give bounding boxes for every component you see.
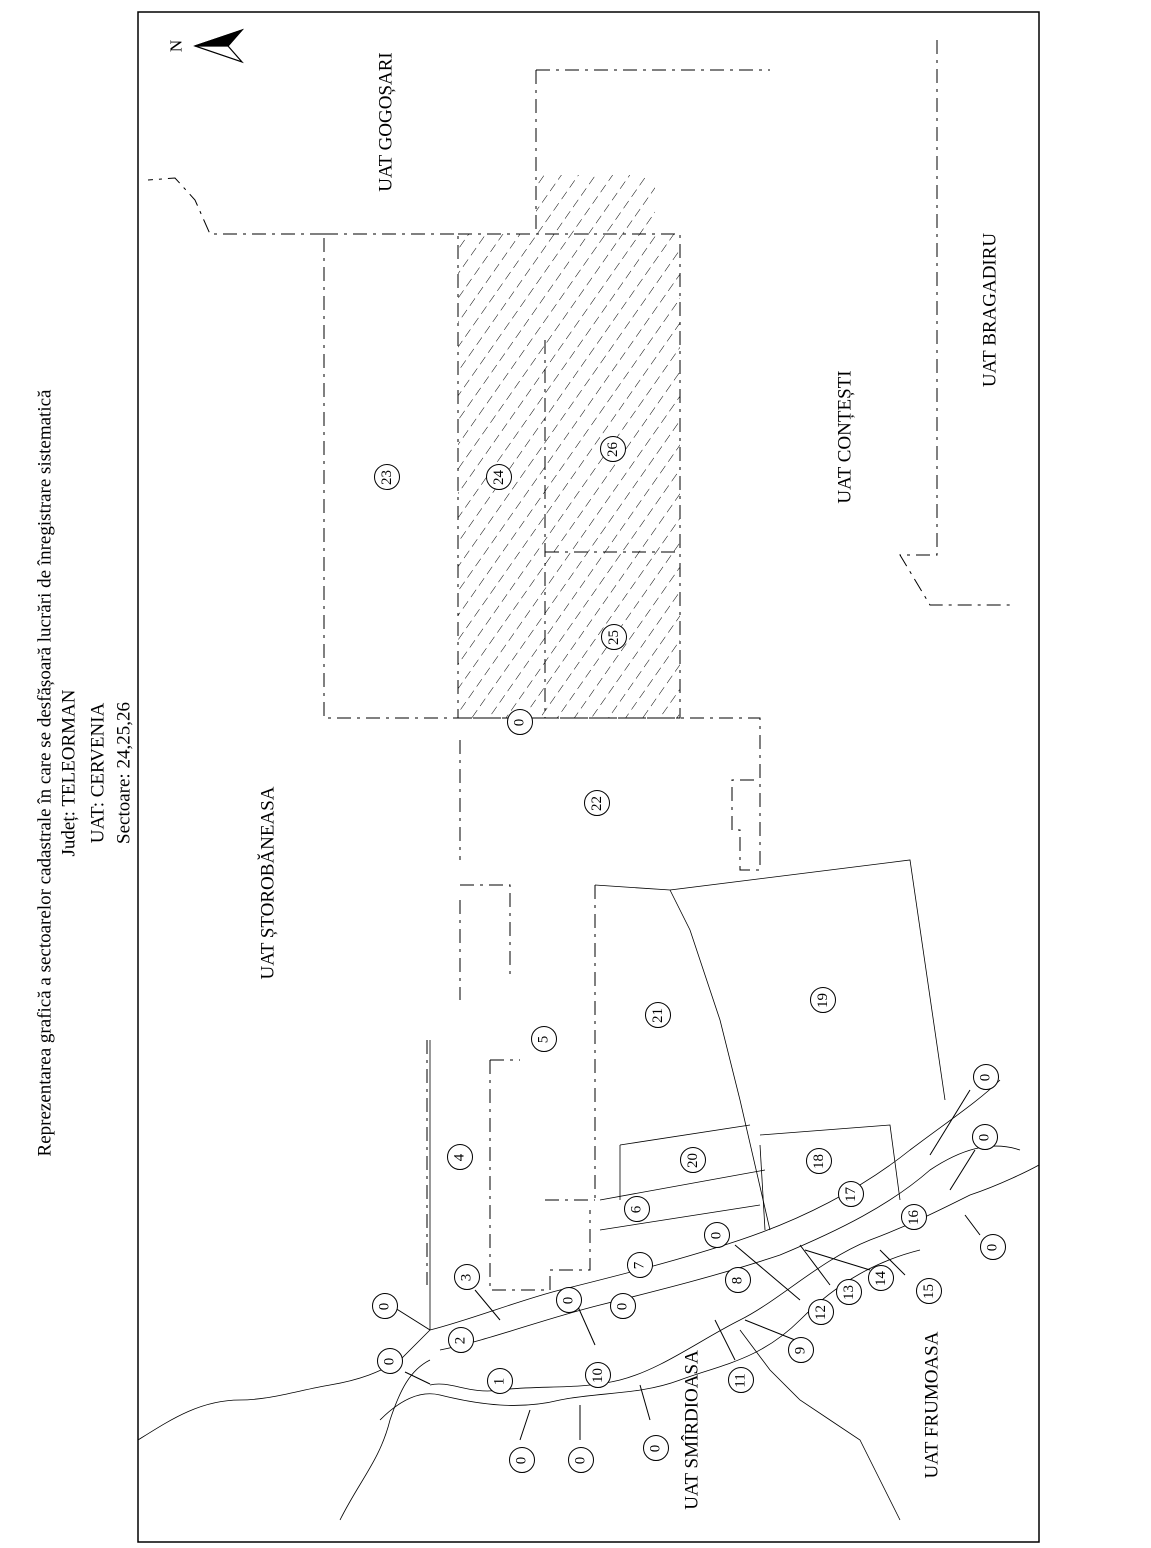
sector-badge: 0 xyxy=(643,1435,669,1461)
map-title: Reprezentarea grafică a sectoarelor cadastrale în care se desfășoară lucrări de înregistrare sistematică xyxy=(34,389,56,1157)
sector-badge: 5 xyxy=(531,1026,557,1052)
sector-badge: 1 xyxy=(487,1368,513,1394)
sector-badge: 0 xyxy=(980,1234,1006,1260)
uat-label-bragadiru: UAT BRAGADIRU xyxy=(979,232,1001,388)
sector-badge: 11 xyxy=(728,1367,754,1393)
sector-badge: 26 xyxy=(600,436,626,462)
sector-badge: 0 xyxy=(973,1064,999,1090)
sectors-label: Sectoare: 24,25,26 xyxy=(113,702,135,844)
sector-badge: 0 xyxy=(372,1293,398,1319)
sector-badge: 16 xyxy=(901,1204,927,1230)
sector-badge: 0 xyxy=(972,1124,998,1150)
sector-badge: 2 xyxy=(448,1327,474,1353)
sector-badge: 0 xyxy=(704,1222,730,1248)
sector-badge: 8 xyxy=(725,1267,751,1293)
sector-badge: 9 xyxy=(788,1337,814,1363)
north-arrow-icon xyxy=(195,30,242,62)
sector-badge: 25 xyxy=(601,624,627,650)
sector-badge: 18 xyxy=(806,1148,832,1174)
sector-badge: 0 xyxy=(509,1447,535,1473)
sector-badge: 22 xyxy=(584,790,610,816)
sector-badge: 6 xyxy=(624,1196,650,1222)
uat-label-frumoasa: UAT FRUMOASA xyxy=(921,1331,943,1479)
sector-badge: 13 xyxy=(836,1279,862,1305)
uat-label: UAT: CERVENIA xyxy=(87,702,109,844)
uat-label-contesti: UAT CONȚEȘTI xyxy=(834,370,856,504)
sector-badge: 19 xyxy=(810,987,836,1013)
county-label: Județ: TELEORMAN xyxy=(58,689,80,857)
sector-badge: 0 xyxy=(377,1348,403,1374)
sector-badge: 0 xyxy=(556,1287,582,1313)
sector-badge: 24 xyxy=(486,464,512,490)
uat-label-gogosari: UAT GOGOȘARI xyxy=(375,52,397,192)
sector-badge: 4 xyxy=(447,1144,473,1170)
sector-badge: 23 xyxy=(374,464,400,490)
sector-badge: 15 xyxy=(916,1278,942,1304)
sector-badge: 0 xyxy=(507,709,533,735)
sector-badge: 0 xyxy=(610,1293,636,1319)
sector-badge: 21 xyxy=(645,1002,671,1028)
north-label: N xyxy=(166,39,186,53)
sector-badge: 3 xyxy=(454,1264,480,1290)
sector-badge: 10 xyxy=(585,1362,611,1388)
uat-label-smirdioasa: UAT SMÎRDIOASA xyxy=(681,1350,703,1510)
uat-label-storobaneasa: UAT ȘTOROBĂNEASA xyxy=(257,786,279,980)
sector-badge: 17 xyxy=(838,1181,864,1207)
highlighted-area-upper xyxy=(536,175,655,234)
sector-badge: 12 xyxy=(808,1299,834,1325)
sector-badge: 7 xyxy=(627,1252,653,1278)
sector-badge: 20 xyxy=(680,1147,706,1173)
sector-badge: 0 xyxy=(568,1447,594,1473)
sector-badge: 14 xyxy=(868,1265,894,1291)
